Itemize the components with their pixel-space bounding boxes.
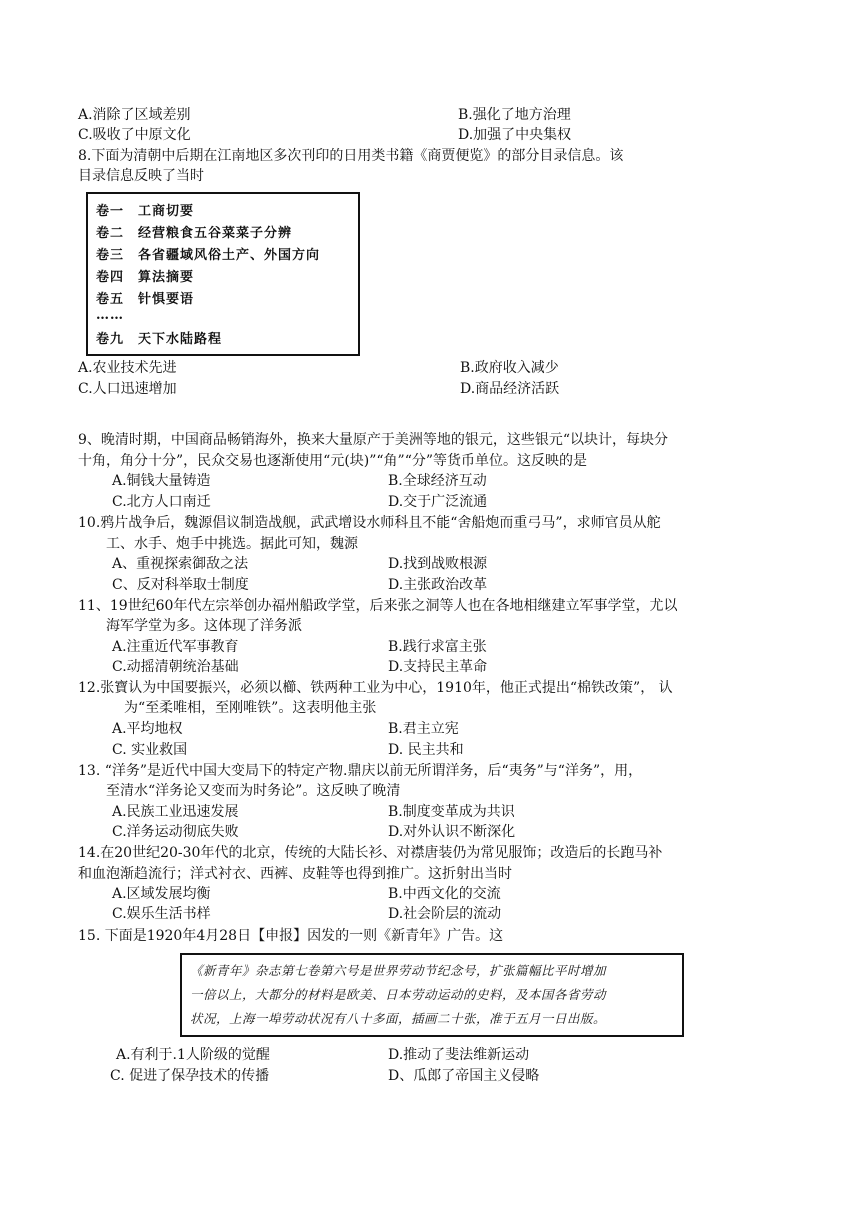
q7-option-d: D.加强了中央集权: [458, 127, 572, 143]
q9-stem-line1: 9、晚清时期，中国商品畅销海外，换来大量原产于美洲等地的银元，这些银元“以块计，每块分: [78, 432, 669, 448]
q14-option-d: D.社会阶层的流动: [388, 906, 502, 922]
q8-stem-line2: 目录信息反映了当时: [78, 168, 204, 184]
q11-stem-line1: 11、19世纪60年代左宗举创办福州船政学堂，后来张之洞等人也在各地相继建立军事学堂，尤以: [78, 598, 678, 614]
q13-stem-line2: 至清水“洋务论又变而为时务论”。这反映了晚清: [106, 783, 401, 799]
q12-stem-line2: 为“至柔唯相，至刚唯铁”。这表明他主张: [124, 700, 377, 716]
catalog-row: 卷四 算法摘要: [96, 270, 195, 285]
q9-option-a: A.铜钱大量铸造: [112, 473, 211, 489]
advert-line: 一倍以上，大都分的材料是欧美、日本劳动运动的史料，及本国各省劳动: [190, 987, 607, 1002]
q15-stem-line1: 15. 下面是1920年4月28日【申报】因发的一则《新青年》广告。这: [78, 928, 504, 944]
q11-option-c: C.动摇清朝统治基础: [112, 659, 239, 675]
q9-option-d: D.交于广泛流通: [388, 494, 488, 510]
q7-option-c: C.吸收了中原文化: [78, 127, 191, 143]
q12-option-d: D. 民主共和: [388, 742, 464, 758]
q9-option-b: B.全球经济互动: [388, 473, 487, 489]
q12-stem-line1: 12.张寶认为中国要振兴，必须以櫛、铁两种工业为中心，1910年，他正式提出“棉铁改策”， 认: [78, 680, 673, 696]
catalog-row: 卷五 针惧要语: [96, 292, 195, 307]
q12-option-a: A.平均地权: [112, 721, 183, 737]
q10-option-d: D.主张政治改革: [388, 577, 488, 593]
q15-option-b: D.推动了斐法维新运动: [388, 1047, 530, 1063]
q9-option-c: C.北方人口南迁: [112, 494, 211, 510]
q11-option-b: B.践行求富主张: [388, 639, 487, 655]
q7-option-b: B.强化了地方治理: [458, 107, 571, 123]
q10-option-a: A、重视探索御敌之法: [112, 556, 249, 572]
q8-option-a: A.农业技术先进: [78, 360, 177, 376]
q11-stem-line2: 海军学堂为多。这体现了洋务派: [106, 618, 302, 634]
q10-option-c: C、反对科举取士制度: [112, 577, 249, 593]
q8-option-c: C.人口迅速增加: [78, 381, 177, 397]
q9-stem-line2: 十角，角分十分”，民众交易也逐渐使用“元(块)”“角”“分”等货币单位。这反映的是: [78, 453, 588, 469]
q15-advert-image: [180, 953, 684, 1037]
q10-stem-line1: 10.鸦片战争后，魏源倡议制造战舰，武武增设水师科且不能“舍船炮而重弓马”，求师官员从舵: [78, 515, 661, 531]
q14-option-a: A.区域发展均衡: [112, 886, 211, 902]
q14-option-c: C.娱乐生活书样: [112, 906, 211, 922]
q14-stem-line2: 和血泡渐趋流行；洋式衬衣、西裤、皮鞋等也得到推广。这折射出当时: [78, 866, 512, 882]
q10-option-b: D.找到战败根源: [388, 556, 488, 572]
catalog-row: 卷九 天下水陆路程: [96, 332, 223, 347]
q13-option-b: B.制度变革成为共识: [388, 804, 515, 820]
q14-option-b: B.中西文化的交流: [388, 886, 501, 902]
q11-option-a: A.注重近代军事教育: [112, 639, 239, 655]
q8-option-b: B.政府收入减少: [460, 360, 559, 376]
q13-option-a: A.民族工业迅速发展: [112, 804, 239, 820]
catalog-row: 卷三 各省疆域风俗土产、外国方向: [96, 248, 321, 263]
q12-option-b: B.君主立宪: [388, 721, 459, 737]
q14-stem-line1: 14.在20世纪20-30年代的北京，传统的大陆长衫、对襟唐装仍为常见服饰；改造后的长跑马补: [78, 845, 663, 861]
q11-option-d: D.支持民主革命: [388, 659, 488, 675]
q15-option-a: A.有利于.1人阶级的觉醒: [116, 1047, 270, 1063]
advert-line: 状况，上海一埠劳动状况有八十多面，插画二十张，准于五月一日出版。: [190, 1011, 607, 1026]
catalog-row: ……: [96, 308, 124, 323]
catalog-row: 卷一 工商切要: [96, 204, 195, 219]
q8-stem-line1: 8.下面为清朝中后期在江南地区多次刊印的日用类书籍《商贾便览》的部分目录信息。该: [78, 148, 624, 164]
q13-option-d: D.对外认识不断深化: [388, 824, 516, 840]
q7-option-a: A.消除了区域差别: [78, 107, 191, 123]
q15-option-d: D、瓜郎了帝国主义侵略: [388, 1068, 540, 1084]
q13-stem-line1: 13. “洋务”是近代中国大变局下的特定产物.鼎庆以前无所谓洋务，后“夷务”与“洋务”，用，: [78, 763, 643, 779]
q8-catalog-image: [86, 192, 360, 356]
q15-option-c: C. 促进了保孕技术的传播: [110, 1068, 270, 1084]
advert-line: 《新青年》杂志第七卷第六号是世界劳动节纪念号，扩张篇幅比平时增加: [190, 963, 607, 978]
catalog-row: 卷二 经营粮食五谷菜菜子分辨: [96, 226, 293, 241]
q10-stem-line2: 工、水手、炮手中挑选。据此可知，魏源: [106, 536, 358, 552]
q13-option-c: C.洋务运动彻底失败: [112, 824, 239, 840]
q8-option-d: D.商品经济活跃: [460, 381, 560, 397]
q12-option-c: C. 实业救国: [112, 742, 188, 758]
